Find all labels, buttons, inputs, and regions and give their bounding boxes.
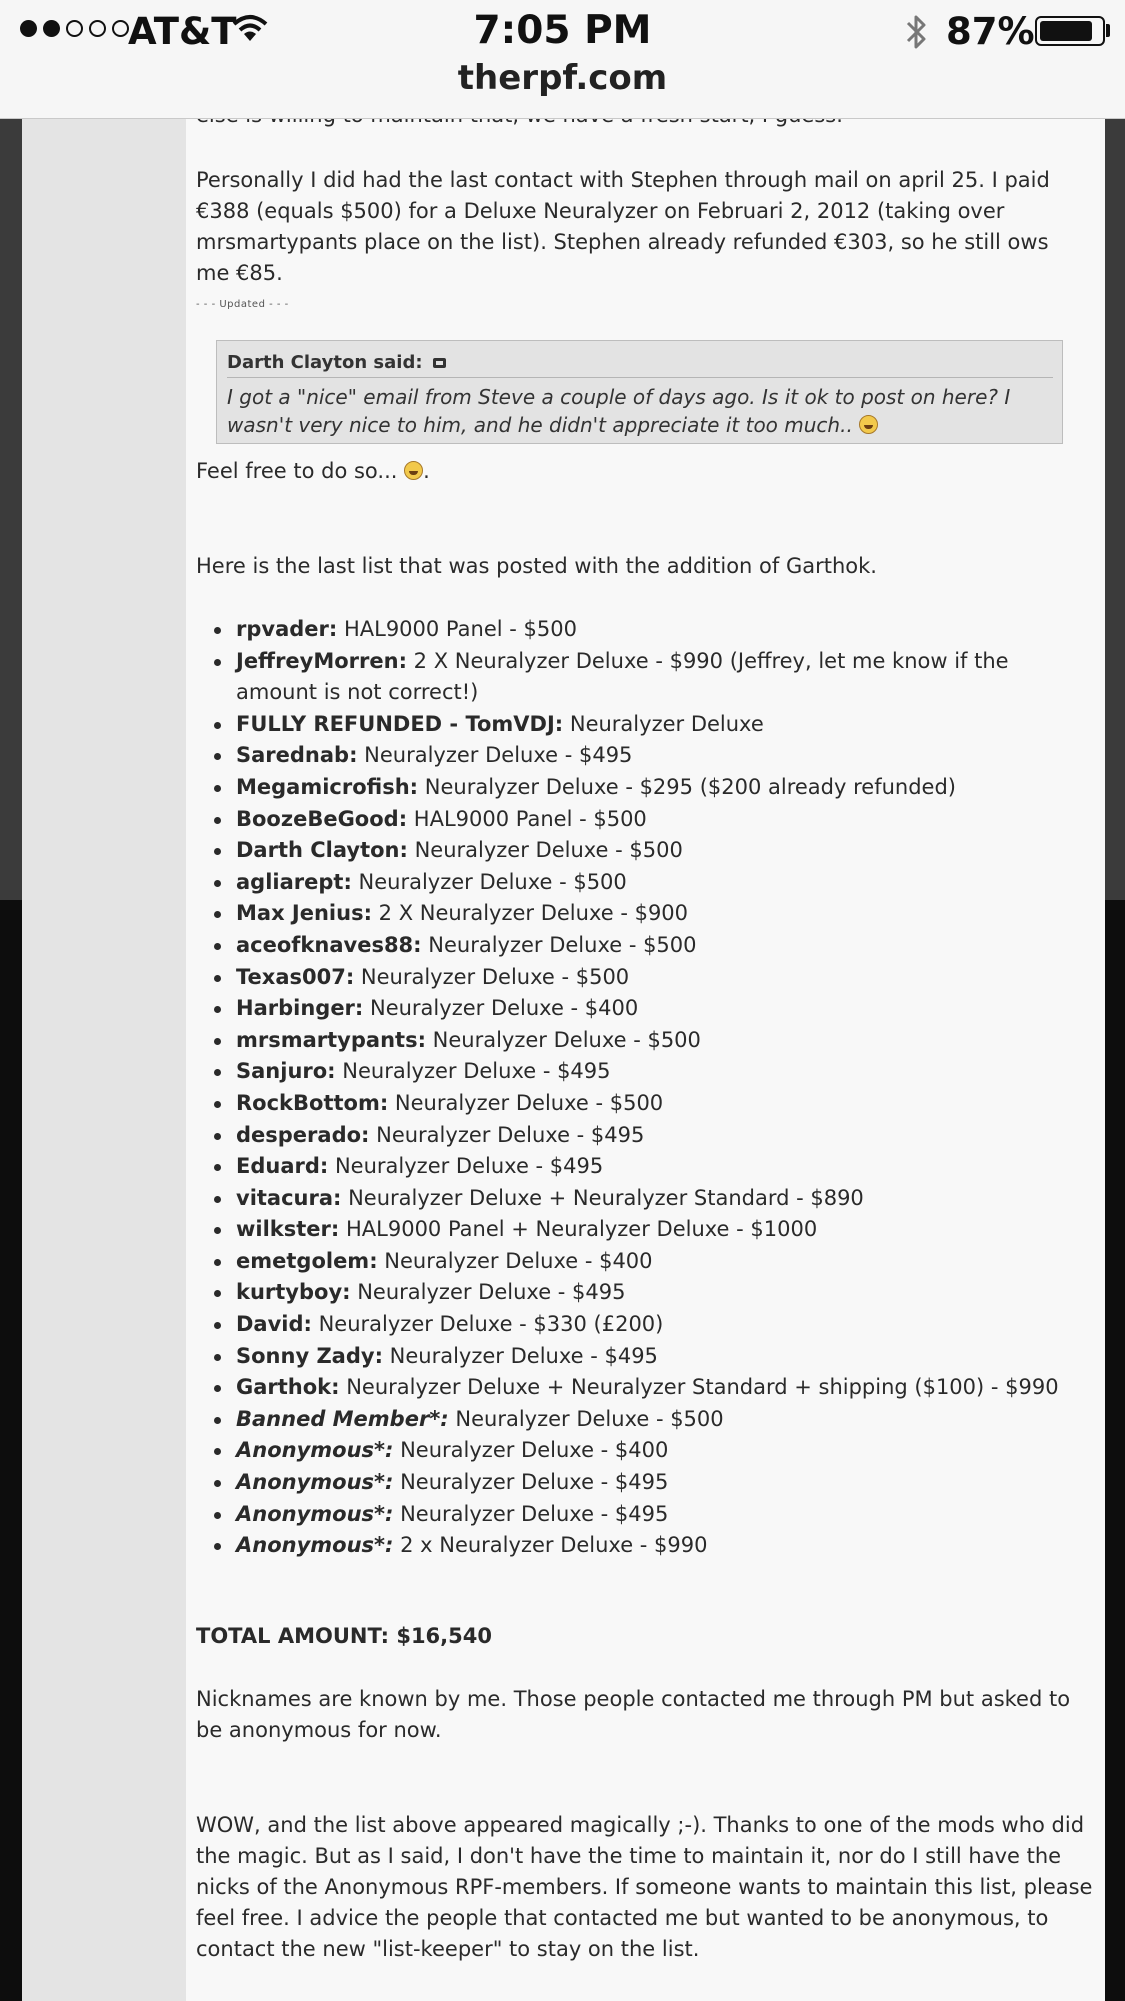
member-nickname: JeffreyMorren: [236,648,407,673]
ios-top-bar [0,0,1125,119]
order-detail: Neuralyzer Deluxe [563,711,764,736]
list-item [196,1467,1076,1499]
battery-icon [1035,16,1105,46]
order-detail: Neuralyzer Deluxe - $500 [407,838,683,863]
quote-block [216,340,1063,444]
order-detail: HAL9000 Panel - $500 [407,806,647,831]
member-nickname: wilkster: [236,1217,340,1242]
member-nickname: Megamicrofish: [236,774,419,799]
reply-end: . [423,459,430,483]
list-item [196,1341,1076,1373]
order-detail: Neuralyzer Deluxe - $500 [351,869,627,894]
order-detail: Neuralyzer Deluxe - $500 [354,964,630,989]
list-item [196,1372,1076,1404]
member-nickname: desperado: [236,1122,370,1147]
member-nickname: Sonny Zady: [236,1343,383,1368]
member-nickname: FULLY REFUNDED - TomVDJ: [236,711,564,736]
reply-line [196,456,430,487]
list-item [196,1404,1076,1436]
order-list [196,614,1076,1562]
order-detail: 2 x Neuralyzer Deluxe - $990 [393,1533,708,1558]
updated-marker: - - - Updated - - - [196,299,289,310]
order-detail: Neuralyzer Deluxe - $330 (£200) [311,1312,664,1337]
order-detail: Neuralyzer Deluxe + Neuralyzer Standard + shipping ($100) - $990 [339,1375,1059,1400]
total-amount: TOTAL AMOUNT: $16,540 [196,1624,492,1648]
list-item [196,1151,1076,1183]
order-detail: Neuralyzer Deluxe - $400 [377,1248,653,1273]
member-nickname: David: [236,1312,312,1337]
list-item [196,1246,1076,1278]
address-bar-url[interactable]: therpf.com [457,58,668,98]
list-item [196,709,1076,741]
reply-text: Feel free to do so... [196,459,398,483]
list-item [196,930,1076,962]
member-nickname: Anonymous*: [236,1438,394,1463]
order-detail: Neuralyzer Deluxe - $495 [382,1343,658,1368]
member-nickname: Texas007: [236,964,355,989]
member-nickname: vitacura: [236,1185,342,1210]
order-detail: Neuralyzer Deluxe - $495 [393,1470,669,1495]
quote-text [227,383,1053,439]
member-nickname: Eduard: [236,1154,329,1179]
member-nickname: Garthok: [236,1375,340,1400]
order-detail: Neuralyzer Deluxe - $495 [350,1280,626,1305]
list-item [196,1183,1076,1215]
member-nickname: BoozeBeGood: [236,806,408,831]
order-detail: Neuralyzer Deluxe - $495 [393,1501,669,1526]
member-nickname: emetgolem: [236,1248,378,1273]
member-nickname: Anonymous*: [236,1533,394,1558]
bluetooth-icon [902,12,930,56]
list-item [196,1120,1076,1152]
quote-author: Darth Clayton said: [227,352,423,373]
smile-smiley-icon [404,461,423,480]
list-item [196,993,1076,1025]
order-detail: Neuralyzer Deluxe - $500 [425,1027,701,1052]
order-detail: Neuralyzer Deluxe - $500 [421,932,697,957]
member-nickname: aceofknaves88: [236,932,422,957]
list-item [196,804,1076,836]
list-item [196,1435,1076,1467]
member-nickname: kurtyboy: [236,1280,351,1305]
order-detail: Neuralyzer Deluxe - $500 [388,1090,664,1115]
order-detail: Neuralyzer Deluxe - $400 [363,996,639,1021]
order-detail: Neuralyzer Deluxe - $495 [357,743,633,768]
carrier-name: AT&T [128,10,237,53]
member-nickname: Sarednab: [236,743,358,768]
list-item [196,1499,1076,1531]
post-sidebar-column [22,0,186,2001]
order-detail: Neuralyzer Deluxe - $400 [393,1438,669,1463]
list-item [196,962,1076,994]
member-nickname: Anonymous*: [236,1501,394,1526]
list-item [196,1309,1076,1341]
battery-level-fill [1040,21,1092,41]
order-detail: Neuralyzer Deluxe - $500 [448,1406,724,1431]
member-nickname: Harbinger: [236,996,364,1021]
order-detail: 2 X Neuralyzer Deluxe - $900 [371,901,689,926]
member-nickname: mrsmartypants: [236,1027,426,1052]
list-item [196,772,1076,804]
list-item [196,646,1076,709]
member-nickname: rpvader: [236,617,338,641]
jump-to-quote-icon[interactable] [433,358,446,368]
status-bar [0,0,1125,60]
list-item [196,1056,1076,1088]
battery-tip [1106,24,1110,37]
list-item [196,835,1076,867]
member-nickname: Sanjuro: [236,1059,336,1084]
list-item [196,1530,1076,1562]
order-detail: Neuralyzer Deluxe - $495 [328,1154,604,1179]
list-item [196,867,1076,899]
order-detail: Neuralyzer Deluxe - $495 [369,1122,645,1147]
post-paragraph: Personally I did had the last contact with Stephen through mail on april 25. I paid €388 (equals $500) for a Deluxe Neuralyzer on Februari 2, 2012 (taking over mrsmartypants place on the list). Stephen already refunded €303, so he still ows me €85. [196,168,1050,285]
order-detail: HAL9000 Panel - $500 [337,617,577,641]
member-nickname: Max Jenius: [236,901,372,926]
order-detail: Neuralyzer Deluxe + Neuralyzer Standard - $890 [341,1185,864,1210]
post-paragraph: WOW, and the list above appeared magically ;-). Thanks to one of the mods who did the magic. But as I said, I don't have the time to maintain it, nor do I still have the nicks of the Anonymous RPF-members. If someone wants to maintain this list, please feel free. I advice the people that contacted me but wanted to be anonymous, to contact the new "list-keeper" to stay on the list. [196,1813,1093,1961]
list-intro: Here is the last list that was posted with the addition of Garthok. [196,554,877,578]
quote-body-text: I got a "nice" email from Steve a couple of days ago. Is it ok to post on here? I wasn't very nice to him, and he didn't appreciate it too much.. [227,385,1011,437]
list-item [196,740,1076,772]
order-detail: 2 X Neuralyzer Deluxe - $990 (Jeffrey, let me know if the amount is not correct!) [236,648,1009,705]
list-item [196,1088,1076,1120]
order-detail: Neuralyzer Deluxe - $495 [335,1059,611,1084]
post-paragraph: Nicknames are known by me. Those people contacted me through PM but asked to be anonymous for now. [196,1687,1071,1742]
member-nickname: RockBottom: [236,1090,389,1115]
member-nickname: Anonymous*: [236,1470,394,1495]
member-nickname: agliarept: [236,869,352,894]
member-nickname: Darth Clayton: [236,838,408,863]
member-nickname: Banned Member*: [236,1406,449,1431]
order-detail: HAL9000 Panel + Neuralyzer Deluxe - $1000 [339,1217,818,1242]
list-item [196,898,1076,930]
list-item [196,1025,1076,1057]
order-detail: Neuralyzer Deluxe - $295 ($200 already refunded) [418,774,956,799]
battery-percentage: 87% [946,10,1035,53]
list-item [196,614,1076,646]
status-time: 7:05 PM [473,8,652,53]
quote-header [227,347,1053,378]
list-item [196,1277,1076,1309]
laughing-smiley-icon [859,415,878,434]
list-item [196,1214,1076,1246]
